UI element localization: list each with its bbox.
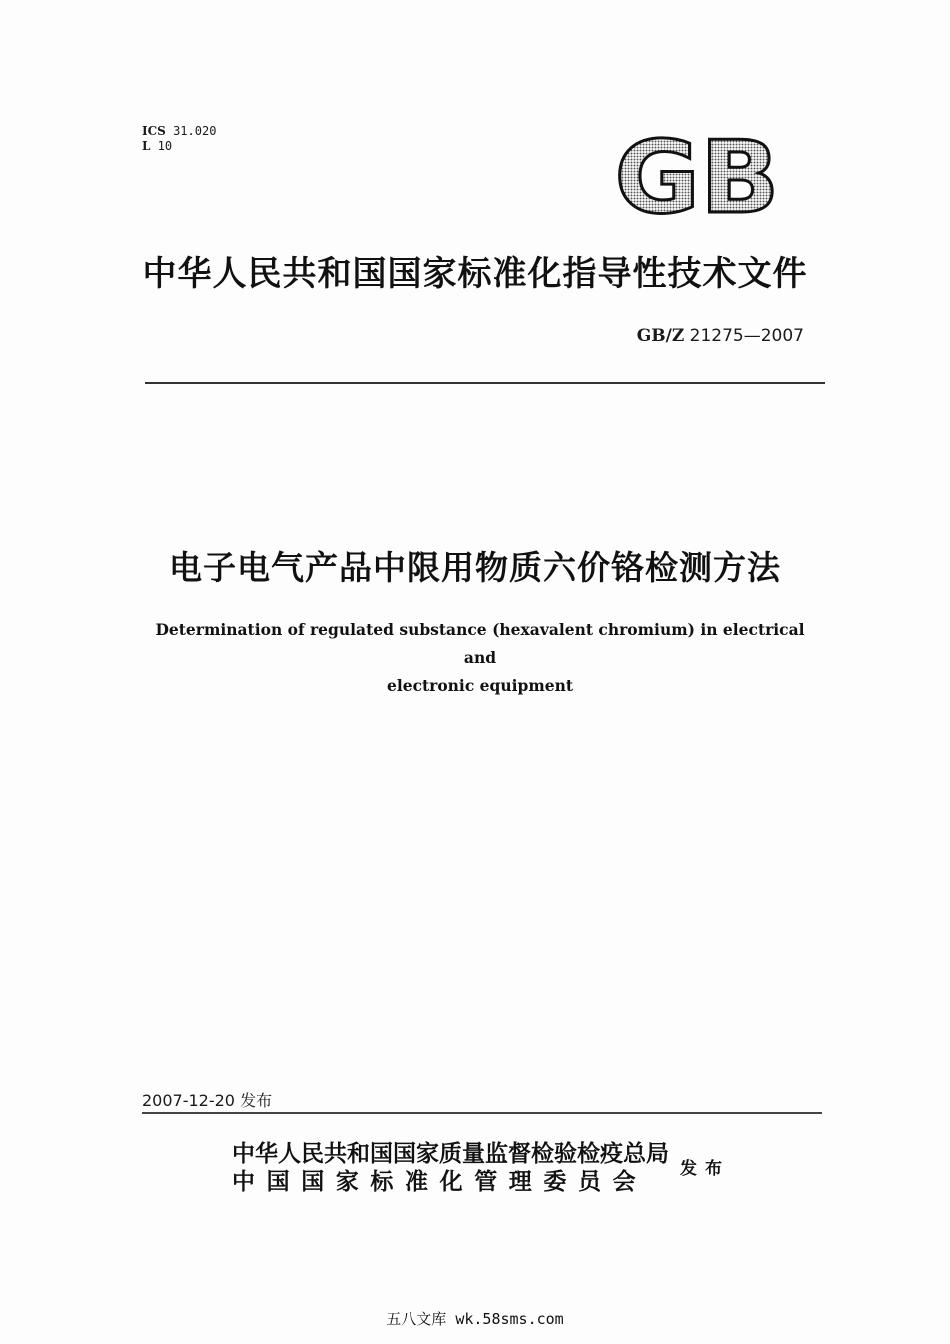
class-line <box>142 139 216 154</box>
issue-label: 发布 <box>680 1159 730 1179</box>
standard-number-body: 21275—2007 <box>689 326 804 346</box>
top-divider <box>145 382 825 384</box>
document-title-chinese: 电子电气产品中限用物质六价铬检测方法 <box>169 548 781 587</box>
gb-logo-text: GB <box>614 134 780 220</box>
class-label: L <box>142 139 151 153</box>
class-code: 10 <box>157 139 173 153</box>
publication-date: 2007-12-20 发布 <box>142 1091 273 1110</box>
document-title-english <box>140 616 820 700</box>
standard-category-title: 中华人民共和国国家标准化指导性技术文件 <box>142 254 808 294</box>
english-title-line-2: electronic equipment <box>386 676 574 695</box>
english-title-line-1: Determination of regulated substance (hexavalent chromium) in electrical and <box>155 620 805 667</box>
issuing-authorities <box>232 1140 669 1196</box>
ics-line <box>142 124 216 139</box>
footer-watermark: 五八文库 wk.58sms.com <box>386 1310 564 1328</box>
issuer-line-2: 中国国家标准化管理委员会 <box>232 1168 648 1195</box>
standard-number <box>637 326 804 346</box>
issuer-line-1: 中华人民共和国国家质量监督检验检疫总局 <box>232 1140 669 1167</box>
gb-logo-icon <box>612 134 782 224</box>
ics-label: ICS <box>142 124 166 138</box>
standard-number-prefix: GB/Z <box>636 326 685 346</box>
ics-code: 31.020 <box>173 124 217 138</box>
bottom-divider <box>142 1112 822 1114</box>
gb-logo-graphic <box>612 134 782 220</box>
classification-codes <box>142 124 216 154</box>
